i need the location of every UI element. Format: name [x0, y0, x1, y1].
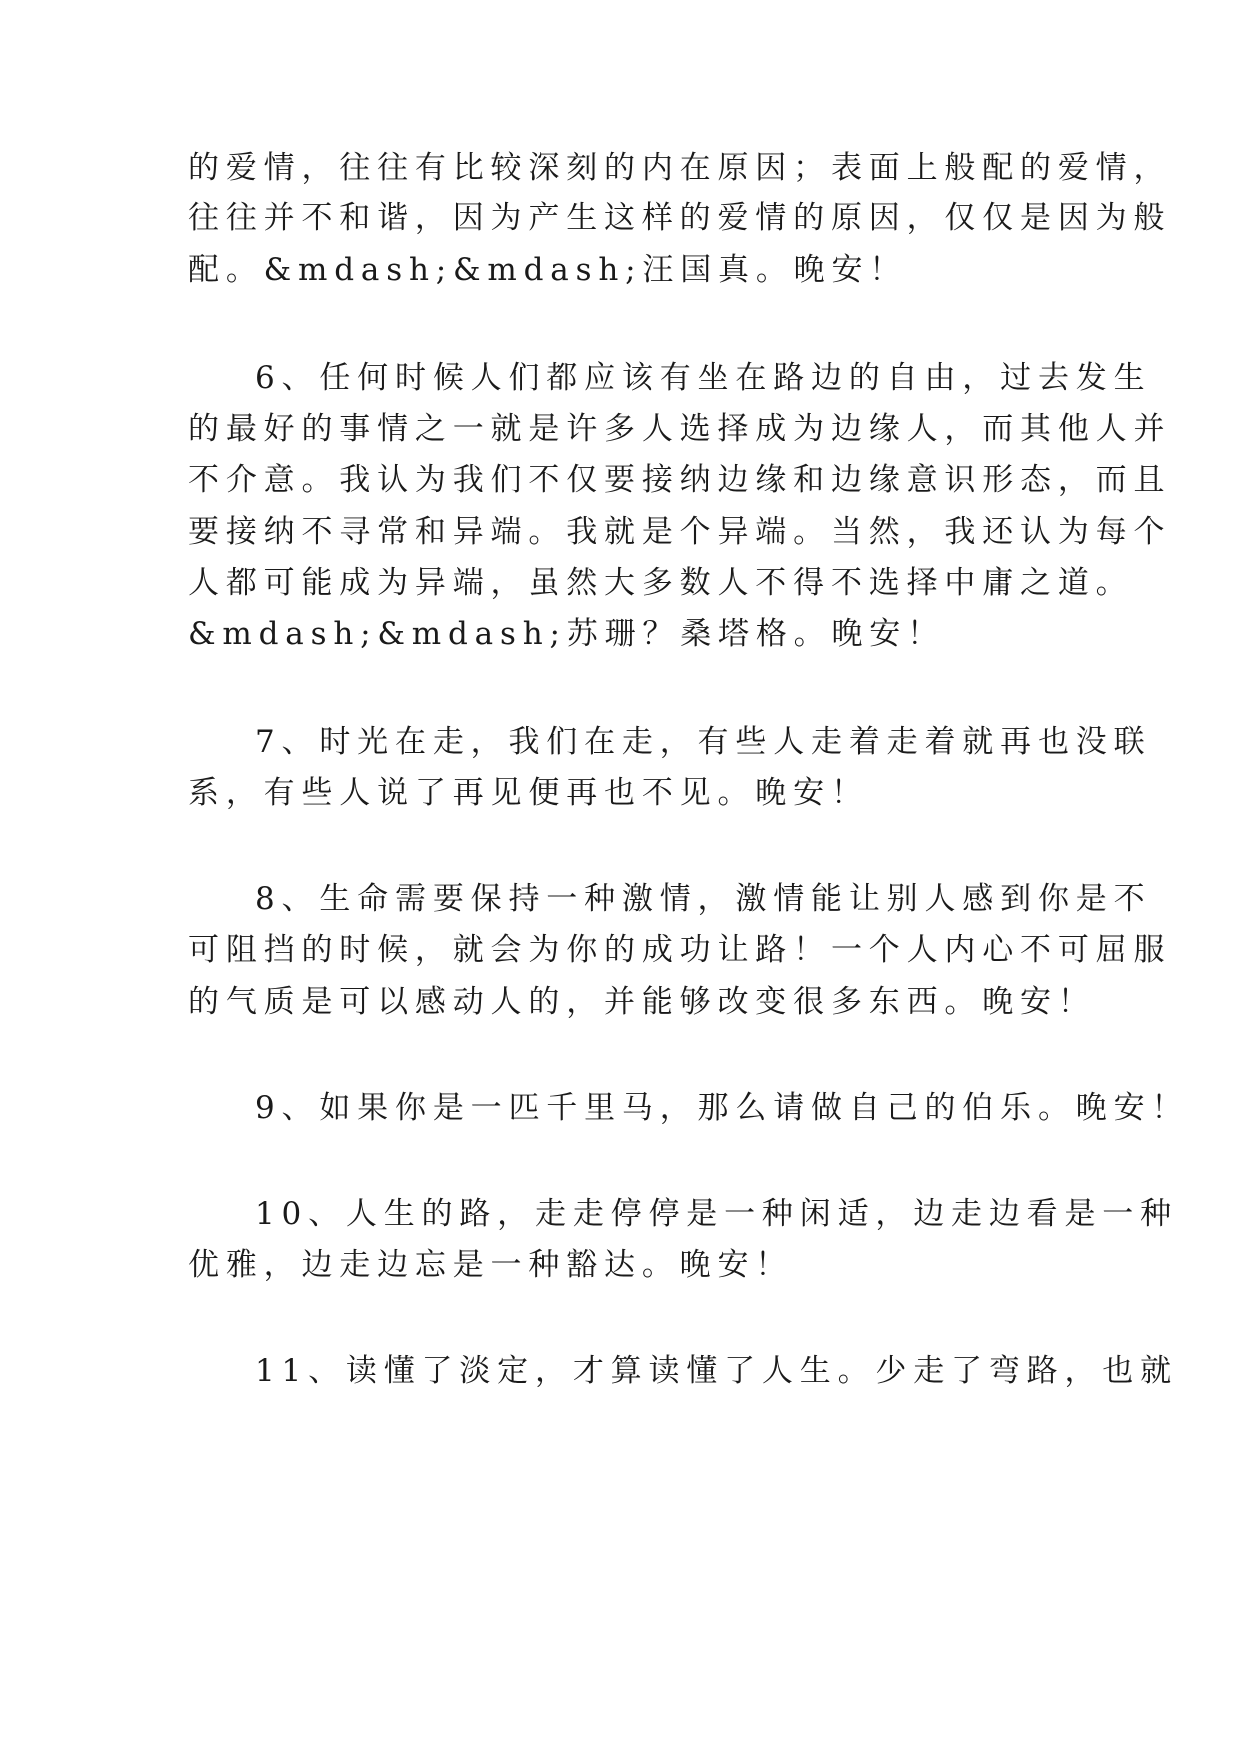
text-line-3: 配。&mdash;&mdash;汪国真。晚安！ [188, 252, 908, 288]
text-line-9: &mdash;&mdash;苏珊？桑塔格。晚安！ [188, 616, 945, 652]
text-line-17: 优雅，边走边忘是一种豁达。晚安！ [188, 1247, 794, 1283]
text-line-14: 的气质是可以感动人的，并能够改变很多东西。晚安！ [188, 984, 1096, 1020]
text-line-16: 10、人生的路，走走停停是一种闲适，边走边看是一种 [255, 1196, 1178, 1232]
text-line-12: 8、生命需要保持一种激情，激情能让别人感到你是不 [255, 881, 1152, 917]
text-line-5: 的最好的事情之一就是许多人选择成为边缘人，而其他人并 [188, 411, 1172, 447]
text-line-10: 7、时光在走，我们在走，有些人走着走着就再也没联 [255, 724, 1152, 760]
text-line-13: 可阻挡的时候，就会为你的成功让路！一个人内心不可屈服 [188, 932, 1172, 968]
text-line-7: 要接纳不寻常和异端。我就是个异端。当然，我还认为每个 [188, 514, 1172, 550]
text-line-8: 人都可能成为异端，虽然大多数人不得不选择中庸之道。 [188, 565, 1134, 601]
text-line-18: 11、读懂了淡定，才算读懂了人生。少走了弯路，也就 [255, 1353, 1178, 1389]
text-line-6: 不介意。我认为我们不仅要接纳边缘和边缘意识形态，而且 [188, 462, 1172, 498]
text-line-15: 9、如果你是一匹千里马，那么请做自己的伯乐。晚安！ [255, 1090, 1190, 1126]
text-line-11: 系，有些人说了再见便再也不见。晚安！ [188, 775, 869, 811]
text-line-1: 的爱情，往往有比较深刻的内在原因；表面上般配的爱情， [188, 150, 1172, 186]
text-line-4: 6、任何时候人们都应该有坐在路边的自由，过去发生 [255, 360, 1152, 396]
text-line-2: 往往并不和谐，因为产生这样的爱情的原因，仅仅是因为般 [188, 200, 1172, 236]
